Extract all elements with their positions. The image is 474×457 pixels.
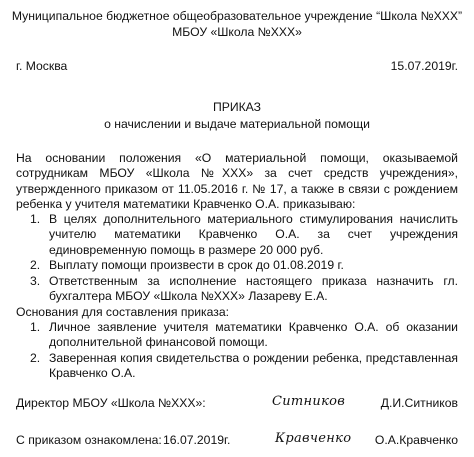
acknowledgement-date: 16.07.2019г. [163,433,231,447]
director-name: Д.И.Ситников [380,396,458,410]
director-label: Директор МБОУ «Школа №XXX»: [16,396,206,410]
grounds-item-1 [30,320,458,351]
order-item-3 [30,274,458,305]
grounds-item-text: Личное заявление учителя математики Кравченко О.А. об оказании дополнительной финансовой помощи. [49,320,458,350]
intro-paragraph: На основании положения «О материальной помощи, оказываемой сотрудникам МБОУ «Школа №XXX» за счет средств учреждения», утвержденного приказом от 11.05.2016 г. № 17, а также в связи с рождением ребенка у учителя математики Кравченко О.А. приказываю: [16,151,458,212]
grounds-title: Основания для составления приказа: [16,305,230,319]
order-item-text: В целях дополнительного материального стимулирования начислить учителю математики Кравченко О.А. за счет учреждения единовременную помощь в размере 20 000 руб. [49,212,458,257]
order-item-number: 2. [30,258,41,272]
grounds-item-text: Заверенная копия свидетельства о рождении ребенка, представленная Кравченко О.А. [49,351,458,381]
employee-handwritten-signature: Кравченко [275,431,352,446]
employee-name: О.А.Кравченко [374,433,458,447]
order-item-text: Выплату помощи произвести в срок до 01.08.2019 г. [49,258,344,272]
organization-full-name: Муниципальное бюджетное общеобразовательное учреждение “Школа №XXX” [11,9,463,23]
order-item-1 [30,212,458,258]
order-item-number: 1. [30,212,41,226]
grounds-item-2 [30,351,458,382]
order-date: 15.07.2019г. [390,59,458,73]
director-handwritten-signature: Ситников [272,394,346,409]
document-subject: о начислении и выдаче материальной помощи [104,117,370,131]
city: г. Москва [16,59,68,73]
grounds-item-number: 2. [30,351,41,365]
order-item-number: 3. [30,274,41,288]
organization-short-name: МБОУ «Школа №XXX» [172,25,302,39]
document-title: ПРИКАЗ [212,100,262,114]
acknowledgement-label: С приказом ознакомлена: [16,433,162,447]
grounds-item-number: 1. [30,320,41,334]
order-item-2 [30,258,458,273]
order-item-text: Ответственным за исполнение настоящего приказа назначить гл. бухгалтера МБОУ «Школа №XXX» Лазареву Е.А. [49,274,458,304]
